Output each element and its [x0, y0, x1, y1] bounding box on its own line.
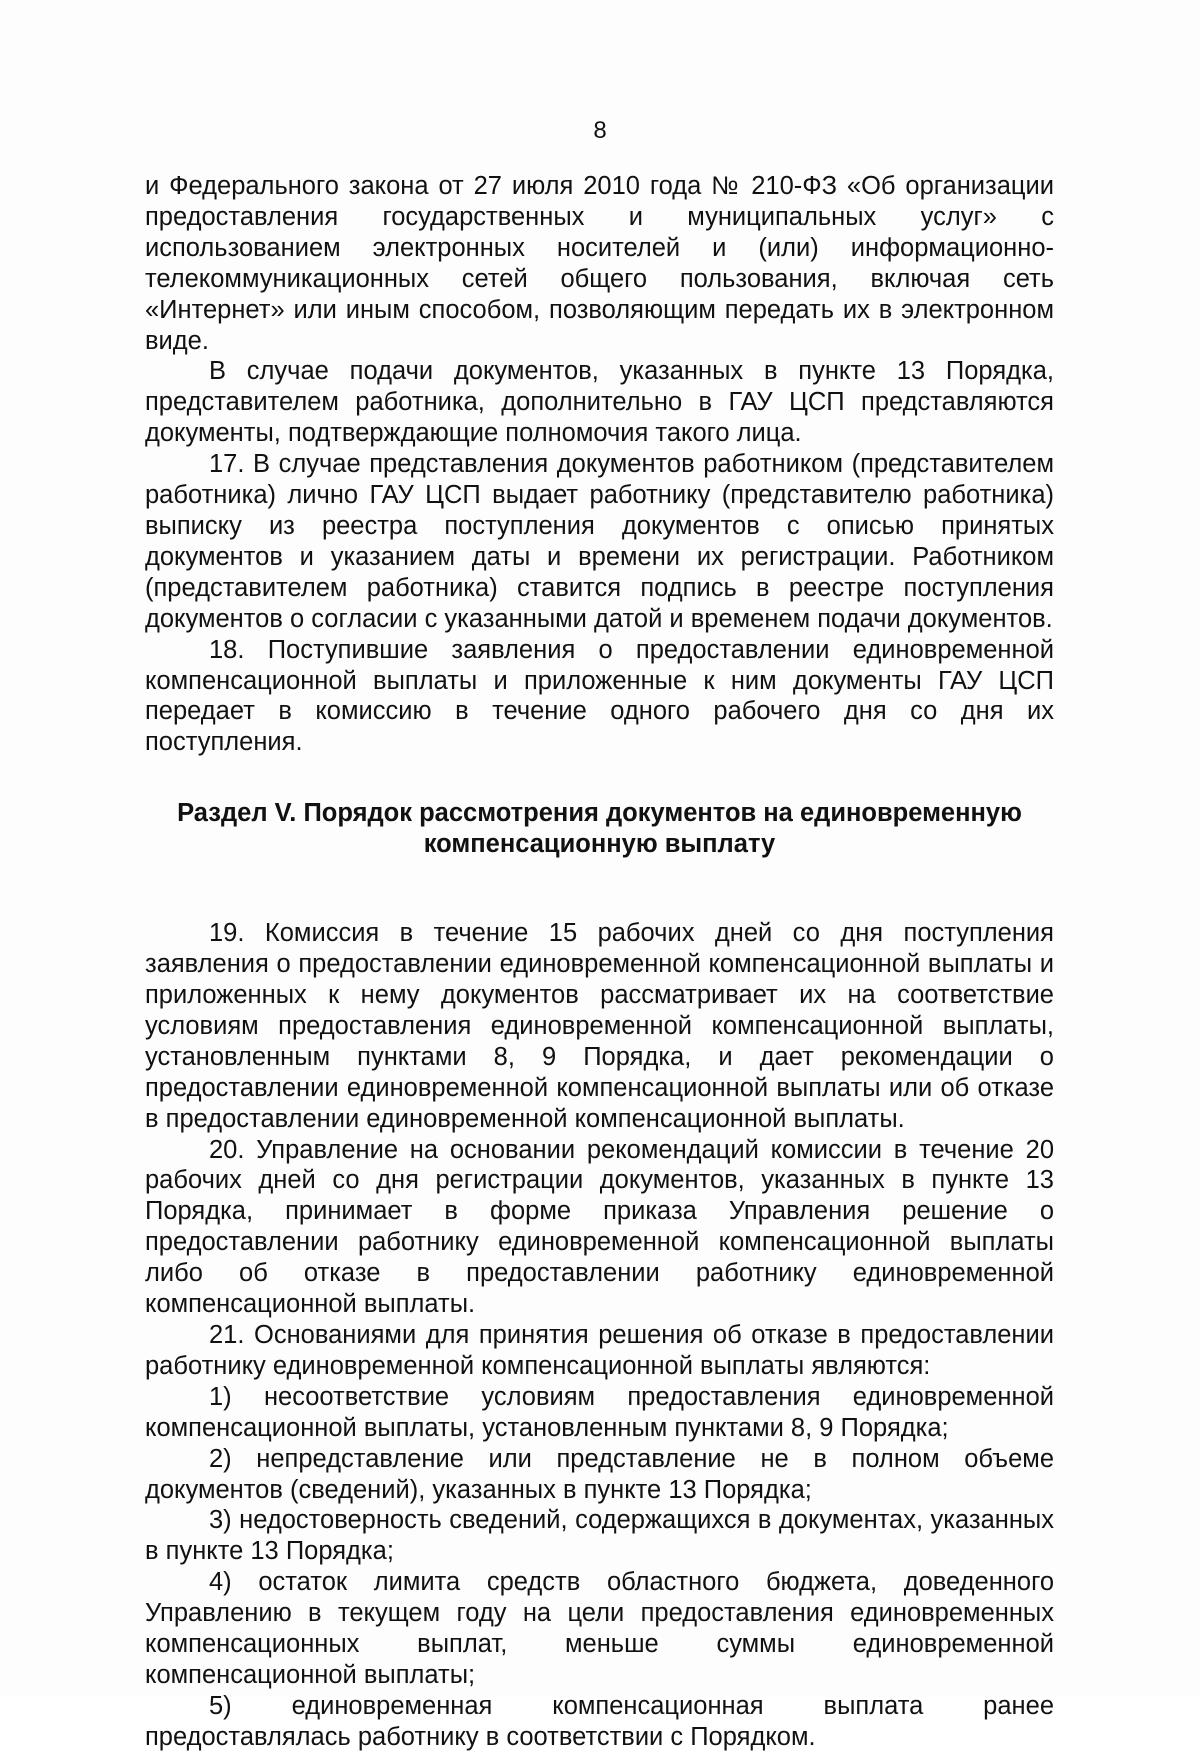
list-item-1: 1) несоответствие условиям предоставления единовременной компенсационной выплаты, установленным пунктами 8, 9 Порядка; — [145, 1382, 1054, 1442]
document-body — [145, 171, 1054, 1753]
section-heading-line-2: компенсационную выплату — [423, 830, 776, 859]
section-heading — [145, 798, 1054, 860]
paragraph-17: 17. В случае представления документов работником (представителем работника) лично ГАУ ЦСП выдает работнику (представителю работника) выписку из реестра поступления документов с описью принятых документов и указанием даты и времени их регистрации. Работником (представителем работника) ставится подпись в реестре поступления документов о согласии с указанными датой и временем подачи документов. — [145, 450, 1054, 633]
paragraph-18: 18. Поступившие заявления о предоставлении единовременной компенсационной выплаты и приложенные к ним документы ГАУ ЦСП передает в комиссию в течение одного рабочего дня со дня их поступления. — [145, 635, 1054, 757]
paragraph-20: 20. Управление на основании рекомендаций комиссии в течение 20 рабочих дней со дня регистрации документов, указанных в пункте 13 Порядка, принимает в форме приказа Управления решение о предоставлении работнику единовременной компенсационной выплаты либо об отказе в предоставлении работнику единовременной компенсационной выплаты. — [145, 1135, 1054, 1319]
section-heading-line-1: Раздел V. Порядок рассмотрения документов на единовременную — [177, 799, 1022, 828]
paragraph-continuation: и Федерального закона от 27 июля 2010 года № 210-ФЗ «Об организации предоставления государственных и муниципальных услуг» с использованием электронных носителей и (или) информационно-телекоммуникационных сетей общего пользования, включая сеть «Интернет» или иным способом, позволяющим передать их в электронном виде. — [145, 172, 1054, 355]
page-number: 8 — [593, 117, 607, 144]
list-item-5: 5) единовременная компенсационная выплата ранее предоставлялась работнику в соответствии с Порядком. — [145, 1691, 1054, 1751]
list-item-3: 3) недостоверность сведений, содержащихся в документах, указанных в пункте 13 Порядка; — [145, 1506, 1054, 1566]
list-item-4: 4) остаток лимита средств областного бюджета, доведенного Управлению в текущем году на цели предоставления единовременных компенсационных выплат, меньше суммы единовременной компенсационной выплаты; — [145, 1568, 1054, 1689]
paragraph-21: 21. Основаниями для принятия решения об отказе в предоставлении работнику единовременной компенсационной выплаты являются: — [145, 1321, 1054, 1380]
list-item-2: 2) непредставление или представление не в полном объеме документов (сведений), указанных в пункте 13 Порядка; — [145, 1444, 1054, 1504]
paragraph-representative: В случае подачи документов, указанных в пункте 13 Порядка, представителем работника, дополнительно в ГАУ ЦСП представляются документы, подтверждающие полномочия такого лица. — [145, 357, 1054, 448]
paragraph-19: 19. Комиссия в течение 15 рабочих дней со дня поступления заявления о предоставлении единовременной компенсационной выплаты и приложенных к нему документов рассматривает их на соответствие условиям предоставления единовременной компенсационной выплаты, установленным пунктами 8, 9 Порядка, и дает рекомендации о предоставлении единовременной компенсационной выплаты или об отказе в предоставлении единовременной компенсационной выплаты. — [145, 919, 1054, 1133]
